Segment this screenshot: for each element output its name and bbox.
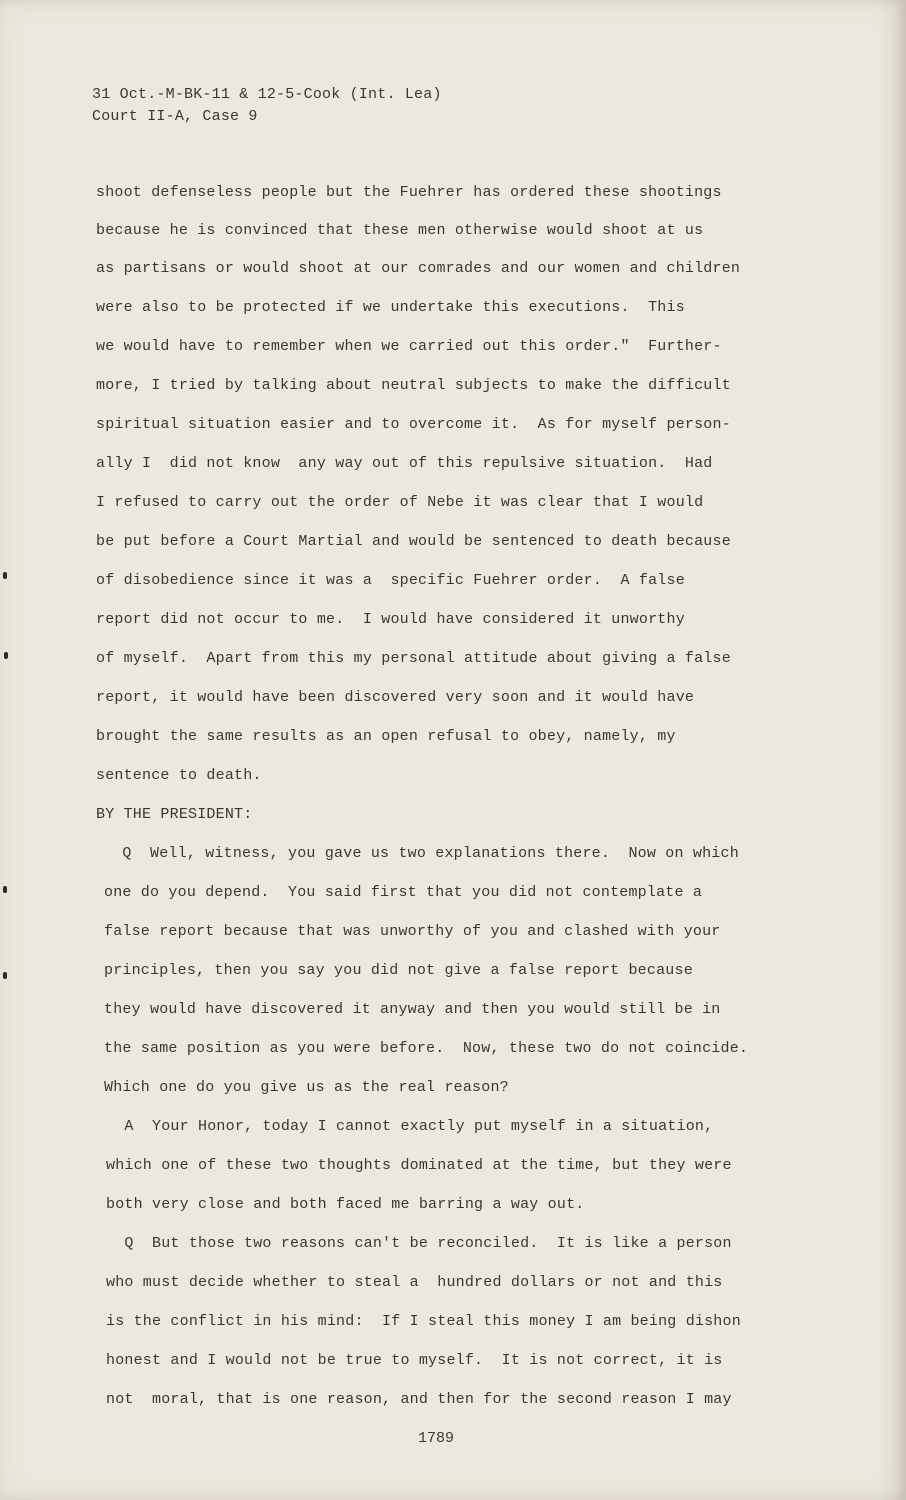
body-line: of myself. Apart from this my personal attitude about giving a false xyxy=(96,650,731,667)
body-line: report did not occur to me. I would have considered it unworthy xyxy=(96,611,685,628)
body-line: of disobedience since it was a specific Fuehrer order. A false xyxy=(96,572,685,589)
body-line: because he is convinced that these men otherwise would shoot at us xyxy=(96,222,704,239)
body-line: more, I tried by talking about neutral subjects to make the difficult xyxy=(96,377,731,394)
speaker-heading: BY THE PRESIDENT: xyxy=(96,806,253,823)
body-line: I refused to carry out the order of Nebe it was clear that I would xyxy=(96,494,704,511)
body-line: the same position as you were before. Now, these two do not coincide. xyxy=(104,1040,749,1057)
page-number: 1789 xyxy=(418,1430,455,1447)
body-line: brought the same results as an open refusal to obey, namely, my xyxy=(96,728,676,745)
body-line: one do you depend. You said first that you did not contemplate a xyxy=(104,884,703,901)
body-line: ally I did not know any way out of this repulsive situation. Had xyxy=(96,455,713,472)
body-line: not moral, that is one reason, and then for the second reason I may xyxy=(106,1391,732,1408)
body-line: false report because that was unworthy of you and clashed with your xyxy=(104,923,721,940)
header-line-2: Court II-A, Case 9 xyxy=(92,108,258,125)
body-line: we would have to remember when we carried out this order." Further- xyxy=(96,338,722,355)
margin-mark xyxy=(3,886,7,893)
body-line: Which one do you give us as the real reason? xyxy=(104,1079,509,1096)
body-line: A Your Honor, today I cannot exactly put myself in a situation, xyxy=(106,1118,714,1135)
body-line: sentence to death. xyxy=(96,767,262,784)
body-line: report, it would have been discovered very soon and it would have xyxy=(96,689,695,706)
body-line: as partisans or would shoot at our comrades and our women and children xyxy=(96,260,741,277)
body-line: both very close and both faced me barring a way out. xyxy=(106,1196,585,1213)
body-line: honest and I would not be true to myself. It is not correct, it is xyxy=(106,1352,723,1369)
body-line: principles, then you say you did not give a false report because xyxy=(104,962,693,979)
margin-mark xyxy=(3,972,7,979)
body-line: spiritual situation easier and to overcome it. As for myself person- xyxy=(96,416,731,433)
body-line: shoot defenseless people but the Fuehrer has ordered these shootings xyxy=(96,184,722,201)
body-line: were also to be protected if we undertake this executions. This xyxy=(96,299,685,316)
header-line-1: 31 Oct.-M-BK-11 & 12-5-Cook (Int. Lea) xyxy=(92,86,442,103)
body-line: Q Well, witness, you gave us two explanations there. Now on which xyxy=(104,845,739,862)
body-line: who must decide whether to steal a hundred dollars or not and this xyxy=(106,1274,723,1291)
margin-mark xyxy=(4,652,8,659)
page-edge-shadow xyxy=(876,0,906,1500)
margin-mark xyxy=(3,572,7,579)
body-line: be put before a Court Martial and would be sentenced to death because xyxy=(96,533,731,550)
body-line: which one of these two thoughts dominated at the time, but they were xyxy=(106,1157,732,1174)
body-line: Q But those two reasons can't be reconciled. It is like a person xyxy=(106,1235,732,1252)
body-line: they would have discovered it anyway and then you would still be in xyxy=(104,1001,721,1018)
body-line: is the conflict in his mind: If I steal this money I am being dishon xyxy=(106,1313,741,1330)
